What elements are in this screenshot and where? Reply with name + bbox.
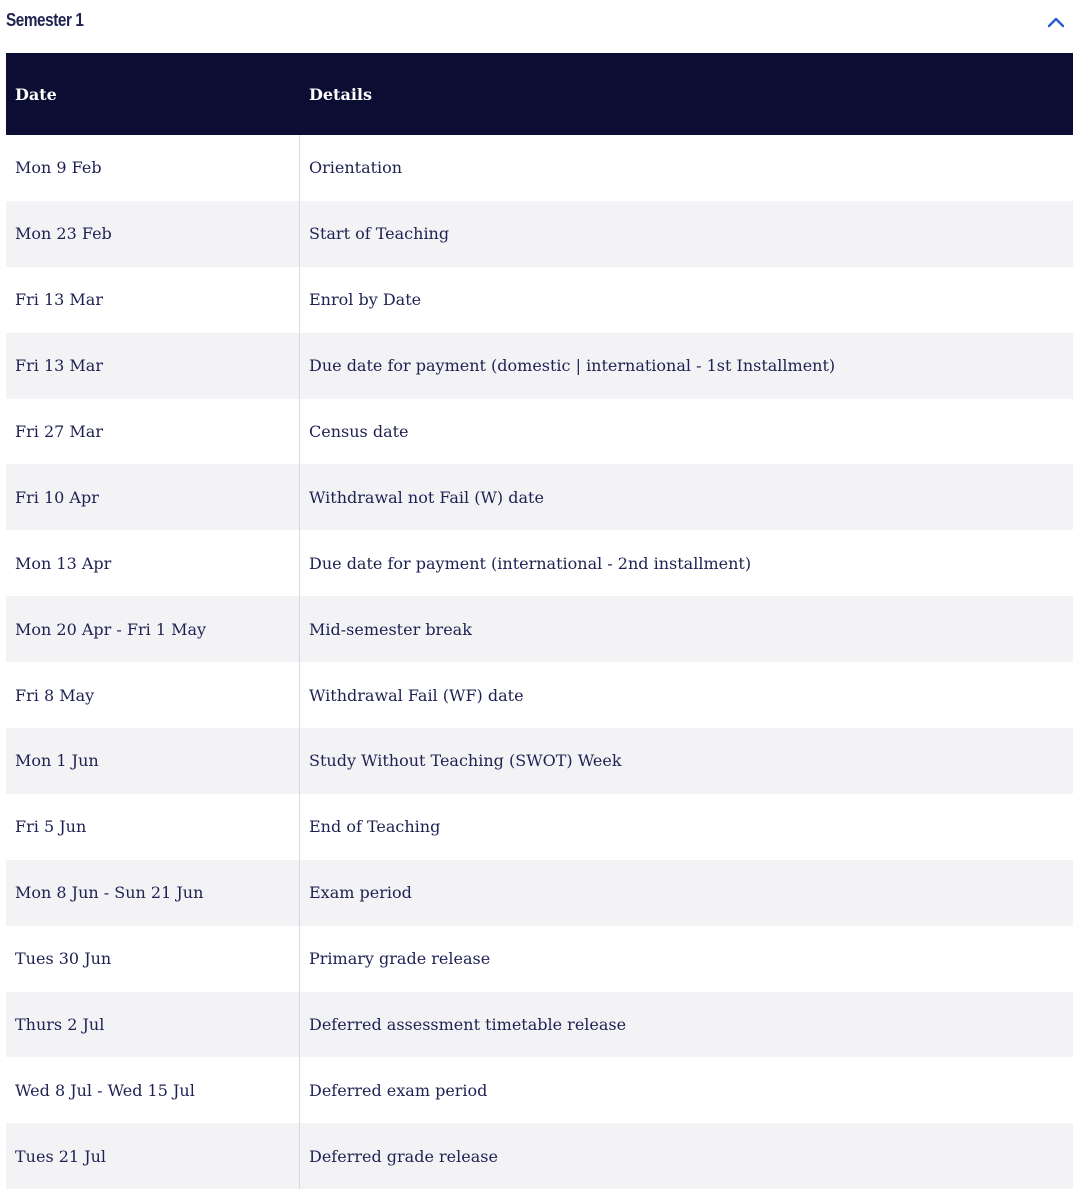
cell-date: Tues 21 Jul — [6, 1123, 300, 1189]
table-row — [6, 794, 1073, 860]
table-header — [6, 53, 1073, 135]
table-row — [6, 530, 1073, 596]
table-row — [6, 1123, 1073, 1189]
table-row — [6, 926, 1073, 992]
cell-details: Exam period — [309, 883, 412, 903]
cell-details: Withdrawal not Fail (W) date — [309, 487, 544, 507]
table-row — [6, 135, 1073, 201]
table-row — [6, 596, 1073, 662]
table-row — [6, 662, 1073, 728]
cell-details: Deferred grade release — [309, 1146, 498, 1166]
cell-date: Fri 27 Mar — [6, 399, 300, 465]
table-row — [6, 399, 1073, 465]
cell-details: Deferred assessment timetable release — [309, 1015, 627, 1035]
cell-details: Mid-semester break — [309, 619, 472, 639]
cell-details: Due date for payment (domestic | international - 1st Installment) — [309, 356, 836, 376]
table-body — [6, 135, 1073, 1189]
cell-date: Tues 30 Jun — [6, 926, 300, 992]
table-row — [6, 992, 1073, 1058]
schedule-table — [6, 53, 1073, 1189]
cell-date: Fri 10 Apr — [6, 464, 300, 530]
cell-details: Orientation — [309, 158, 403, 178]
table-row — [6, 201, 1073, 267]
cell-date: Mon 8 Jun - Sun 21 Jun — [6, 860, 300, 926]
table-row — [6, 267, 1073, 333]
table-row — [6, 728, 1073, 794]
cell-details: Due date for payment (international - 2nd installment) — [309, 553, 752, 573]
table-row — [6, 860, 1073, 926]
cell-date: Mon 20 Apr - Fri 1 May — [6, 596, 300, 662]
table-row — [6, 1057, 1073, 1123]
cell-date: Fri 8 May — [6, 662, 300, 728]
cell-details: Start of Teaching — [309, 224, 450, 244]
cell-details: Census date — [309, 422, 409, 441]
cell-details: End of Teaching — [309, 817, 441, 837]
cell-details: Primary grade release — [309, 949, 491, 969]
chevron-up-icon[interactable] — [1044, 12, 1068, 32]
cell-date: Mon 23 Feb — [6, 201, 300, 267]
table-row — [6, 464, 1073, 530]
cell-date: Fri 5 Jun — [6, 794, 300, 860]
cell-date: Thurs 2 Jul — [6, 992, 300, 1058]
cell-date: Mon 9 Feb — [6, 135, 300, 201]
accordion-title: Semester 1 — [6, 10, 84, 30]
cell-details: Study Without Teaching (SWOT) Week — [309, 751, 622, 771]
cell-date: Mon 1 Jun — [6, 728, 300, 794]
cell-date: Wed 8 Jul - Wed 15 Jul — [6, 1057, 300, 1123]
cell-details: Enrol by Date — [309, 290, 422, 310]
cell-details: Withdrawal Fail (WF) date — [309, 685, 524, 705]
cell-details: Deferred exam period — [309, 1080, 488, 1100]
cell-date: Mon 13 Apr — [6, 530, 300, 596]
cell-date: Fri 13 Mar — [6, 267, 300, 333]
cell-date: Fri 13 Mar — [6, 333, 300, 399]
table-row — [6, 333, 1073, 399]
column-header-details: Details — [309, 84, 372, 104]
column-header-date: Date — [15, 84, 57, 104]
accordion-header[interactable] — [0, 0, 1080, 44]
